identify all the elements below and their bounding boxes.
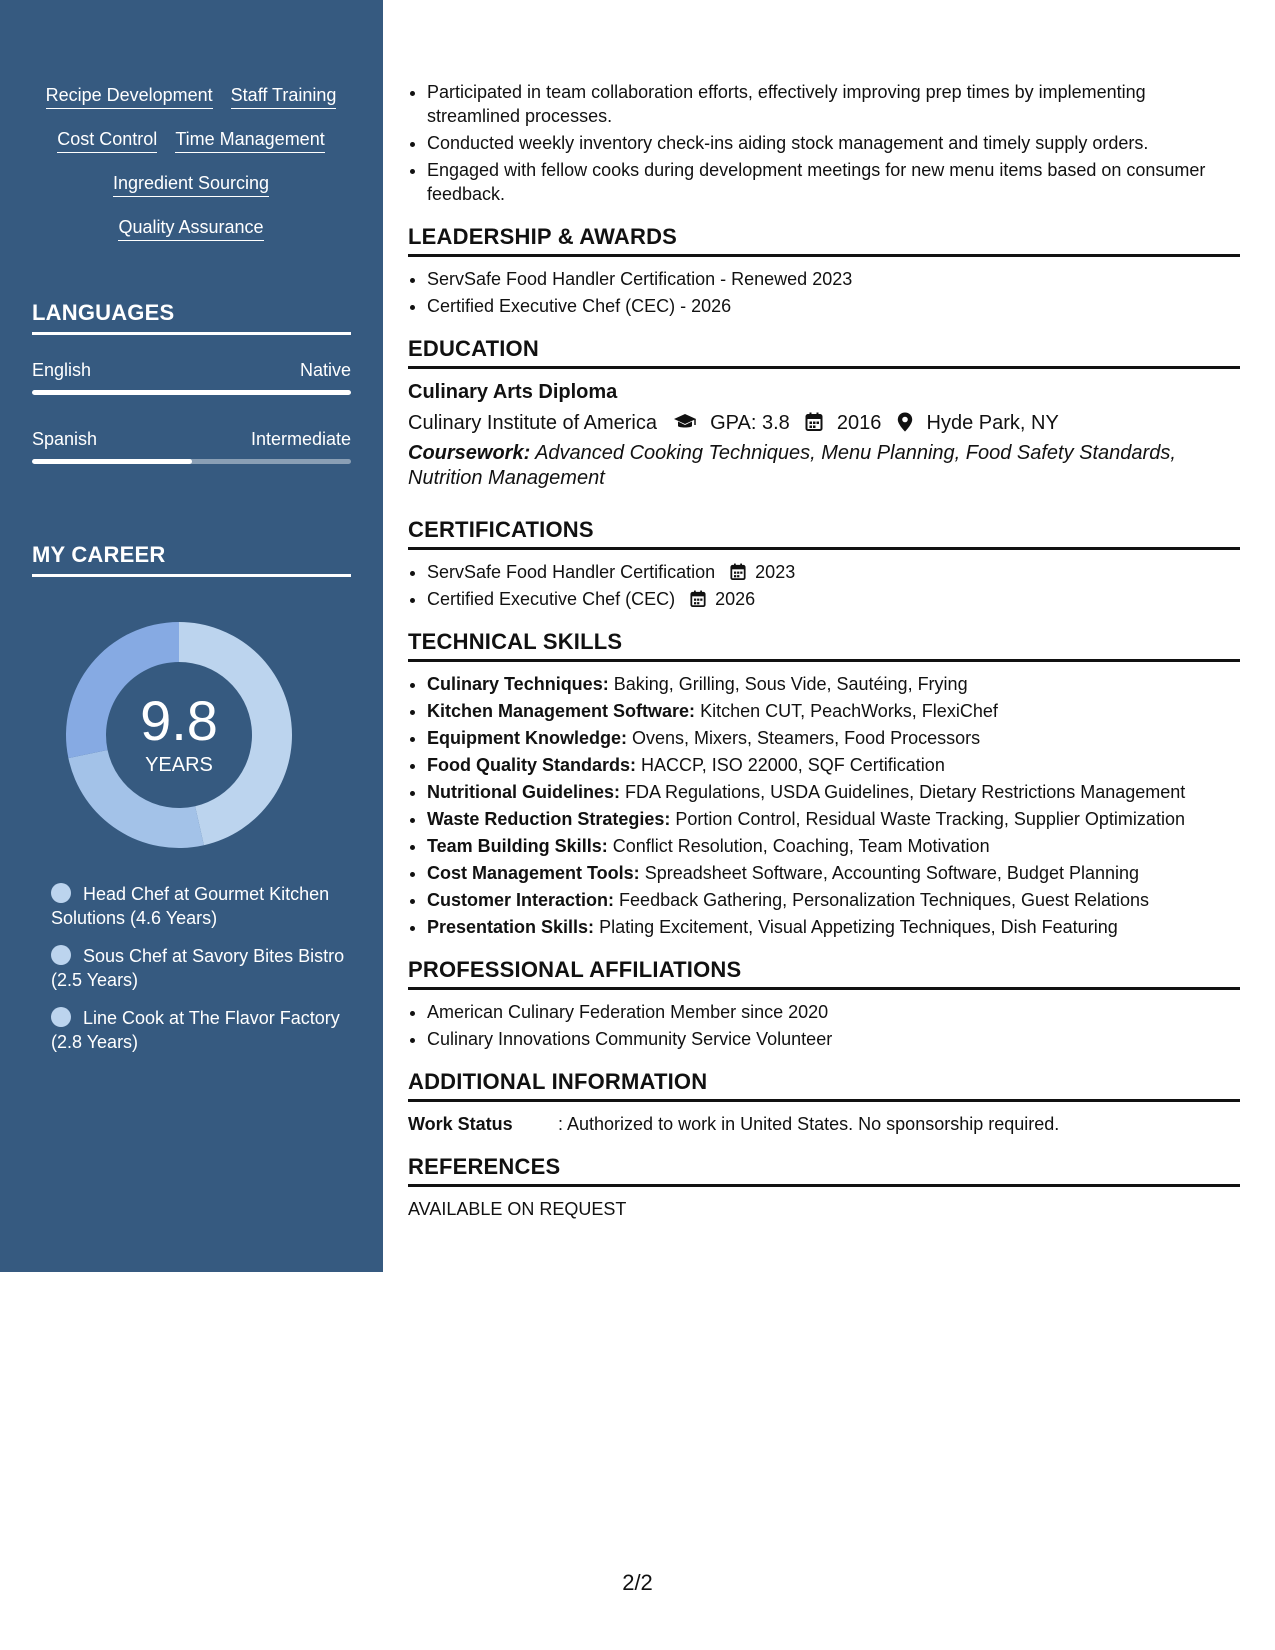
coursework-label: Coursework:: [408, 442, 531, 464]
skill-tag: Staff Training: [231, 84, 337, 109]
career-item-text: Sous Chef at Savory Bites Bistro (2.5 Years): [51, 946, 345, 990]
list-item: [427, 587, 1240, 611]
dot-icon: [51, 945, 71, 965]
skill-label: Presentation Skills:: [427, 917, 595, 937]
sidebar: [0, 0, 383, 1272]
calendar-icon: [730, 563, 746, 581]
language-bar-fill: [32, 390, 351, 395]
education-year: 2016: [836, 412, 882, 434]
list-item: • Culinary Innovations Community Service Volunteer: [427, 1027, 1240, 1051]
education-heading: EDUCATION: [408, 336, 1240, 369]
skill-label: Culinary Techniques:: [427, 674, 609, 694]
list-item: • American Culinary Federation Member since 2020: [427, 1000, 1240, 1024]
skill-label: Waste Reduction Strategies:: [427, 809, 671, 829]
skill-label: Customer Interaction:: [427, 890, 615, 910]
dot-icon: [51, 883, 71, 903]
language-name: English: [32, 360, 92, 380]
skill-label: Food Quality Standards:: [427, 755, 637, 775]
skill-label: Nutritional Guidelines:: [427, 782, 621, 802]
dot-icon: [51, 1007, 71, 1027]
career-item-text: Line Cook at The Flavor Factory (2.8 Years): [51, 1008, 340, 1052]
skill-label: Cost Management Tools:: [427, 863, 640, 883]
calendar-icon: [805, 412, 823, 432]
language-level: Intermediate: [250, 429, 351, 449]
career-item: [51, 944, 351, 992]
skill-value: HACCP, ISO 22000, SQF Certification: [641, 755, 945, 775]
certification-year: 2023: [755, 562, 796, 582]
language-name: Spanish: [32, 429, 98, 449]
language-level: Native: [299, 360, 351, 380]
list-item: [427, 915, 1240, 939]
references-text: AVAILABLE ON REQUEST: [408, 1199, 627, 1219]
coursework-text: Advanced Cooking Techniques, Menu Planning, Food Safety Standards, Nutrition Management: [408, 442, 1176, 489]
certification-year: 2026: [715, 589, 756, 609]
list-item: [427, 780, 1240, 804]
main-content: [408, 80, 1240, 1221]
career-item: [51, 882, 351, 930]
list-item: • Conducted weekly inventory check-ins aiding stock management and timely supply orders.: [427, 131, 1240, 155]
list-item: • Participated in team collaboration efforts, effectively improving prep times by implementing streamlined processes.: [427, 80, 1240, 128]
graduation-cap-icon: [673, 412, 697, 432]
language-bar-fill: [32, 459, 192, 464]
skill-value: Portion Control, Residual Waste Tracking, Supplier Optimization: [675, 809, 1185, 829]
technical-skills-heading: TECHNICAL SKILLS: [408, 629, 1240, 662]
page-number: 2/2: [622, 1570, 653, 1595]
technical-skills-list: [408, 672, 1240, 939]
language-spanish: [32, 428, 351, 464]
education-gpa: GPA: 3.8: [710, 412, 790, 434]
skills-tags: [32, 84, 350, 260]
list-item: • Engaged with fellow cooks during development meetings for new menu items based on consumer feedback.: [427, 158, 1240, 206]
education-coursework: [408, 441, 1240, 491]
skill-tag: Cost Control: [57, 128, 157, 153]
skill-value: FDA Regulations, USDA Guidelines, Dietary Restrictions Management: [625, 782, 1186, 802]
work-status-row: [408, 1112, 1240, 1136]
references-heading: REFERENCES: [408, 1154, 1240, 1187]
certification-name: Certified Executive Chef (CEC): [427, 589, 676, 609]
list-item: [427, 672, 1240, 696]
skill-value: Conflict Resolution, Coaching, Team Motivation: [612, 836, 990, 856]
skill-value: Baking, Grilling, Sous Vide, Sautéing, Frying: [613, 674, 968, 694]
education-meta: [408, 409, 1240, 437]
list-item: • ServSafe Food Handler Certification - Renewed 2023: [427, 267, 1240, 291]
location-pin-icon: [897, 412, 913, 432]
career-item: [51, 1006, 351, 1054]
skill-label: Kitchen Management Software:: [427, 701, 696, 721]
language-bar: [32, 459, 351, 464]
list-item: [427, 861, 1240, 885]
list-item: [427, 699, 1240, 723]
education-location: Hyde Park, NY: [926, 412, 1059, 434]
language-bar: [32, 390, 351, 395]
list-item: [427, 807, 1240, 831]
career-total: [64, 620, 294, 850]
skill-value: Plating Excitement, Visual Appetizing Techniques, Dish Featuring: [599, 917, 1118, 937]
skill-value: Ovens, Mixers, Steamers, Food Processors: [632, 728, 981, 748]
calendar-icon: [690, 590, 706, 608]
education-school: Culinary Institute of America: [408, 412, 657, 434]
certification-name: ServSafe Food Handler Certification: [427, 562, 716, 582]
skill-label: Equipment Knowledge:: [427, 728, 627, 748]
career-total-label: YEARS: [145, 754, 213, 776]
skill-tag: Time Management: [175, 128, 324, 153]
skill-value: Feedback Gathering, Personalization Techniques, Guest Relations: [619, 890, 1150, 910]
list-item: [427, 726, 1240, 750]
list-item: [427, 753, 1240, 777]
skill-tag: Ingredient Sourcing: [113, 172, 269, 197]
list-item: [427, 834, 1240, 858]
language-english: [32, 359, 351, 395]
experience-bullets: [408, 80, 1240, 206]
work-status-value: : Authorized to work in United States. No sponsorship required.: [558, 1114, 1060, 1134]
work-status-key: Work Status: [408, 1114, 513, 1134]
languages-heading: LANGUAGES: [32, 300, 351, 335]
list-item: [427, 888, 1240, 912]
career-list: [51, 882, 351, 1068]
skill-value: Spreadsheet Software, Accounting Software, Budget Planning: [644, 863, 1140, 883]
list-item: • Certified Executive Chef (CEC) - 2026: [427, 294, 1240, 318]
skill-tag: Recipe Development: [46, 84, 213, 109]
career-item-text: Head Chef at Gourmet Kitchen Solutions (4.6 Years): [51, 884, 330, 928]
career-total-value: 9.8: [140, 689, 218, 752]
skill-value: Kitchen CUT, PeachWorks, FlexiChef: [700, 701, 998, 721]
certifications-list: [408, 560, 1240, 611]
certifications-heading: CERTIFICATIONS: [408, 517, 1240, 550]
career-heading: MY CAREER: [32, 542, 351, 577]
additional-info-heading: ADDITIONAL INFORMATION: [408, 1069, 1240, 1102]
skill-label: Team Building Skills:: [427, 836, 608, 856]
affiliations-list: [408, 1000, 1240, 1051]
list-item: [427, 560, 1240, 584]
education-degree: Culinary Arts Diploma: [408, 381, 618, 403]
leadership-heading: LEADERSHIP & AWARDS: [408, 224, 1240, 257]
skill-tag: Quality Assurance: [118, 216, 263, 241]
leadership-list: [408, 267, 1240, 318]
affiliations-heading: PROFESSIONAL AFFILIATIONS: [408, 957, 1240, 990]
